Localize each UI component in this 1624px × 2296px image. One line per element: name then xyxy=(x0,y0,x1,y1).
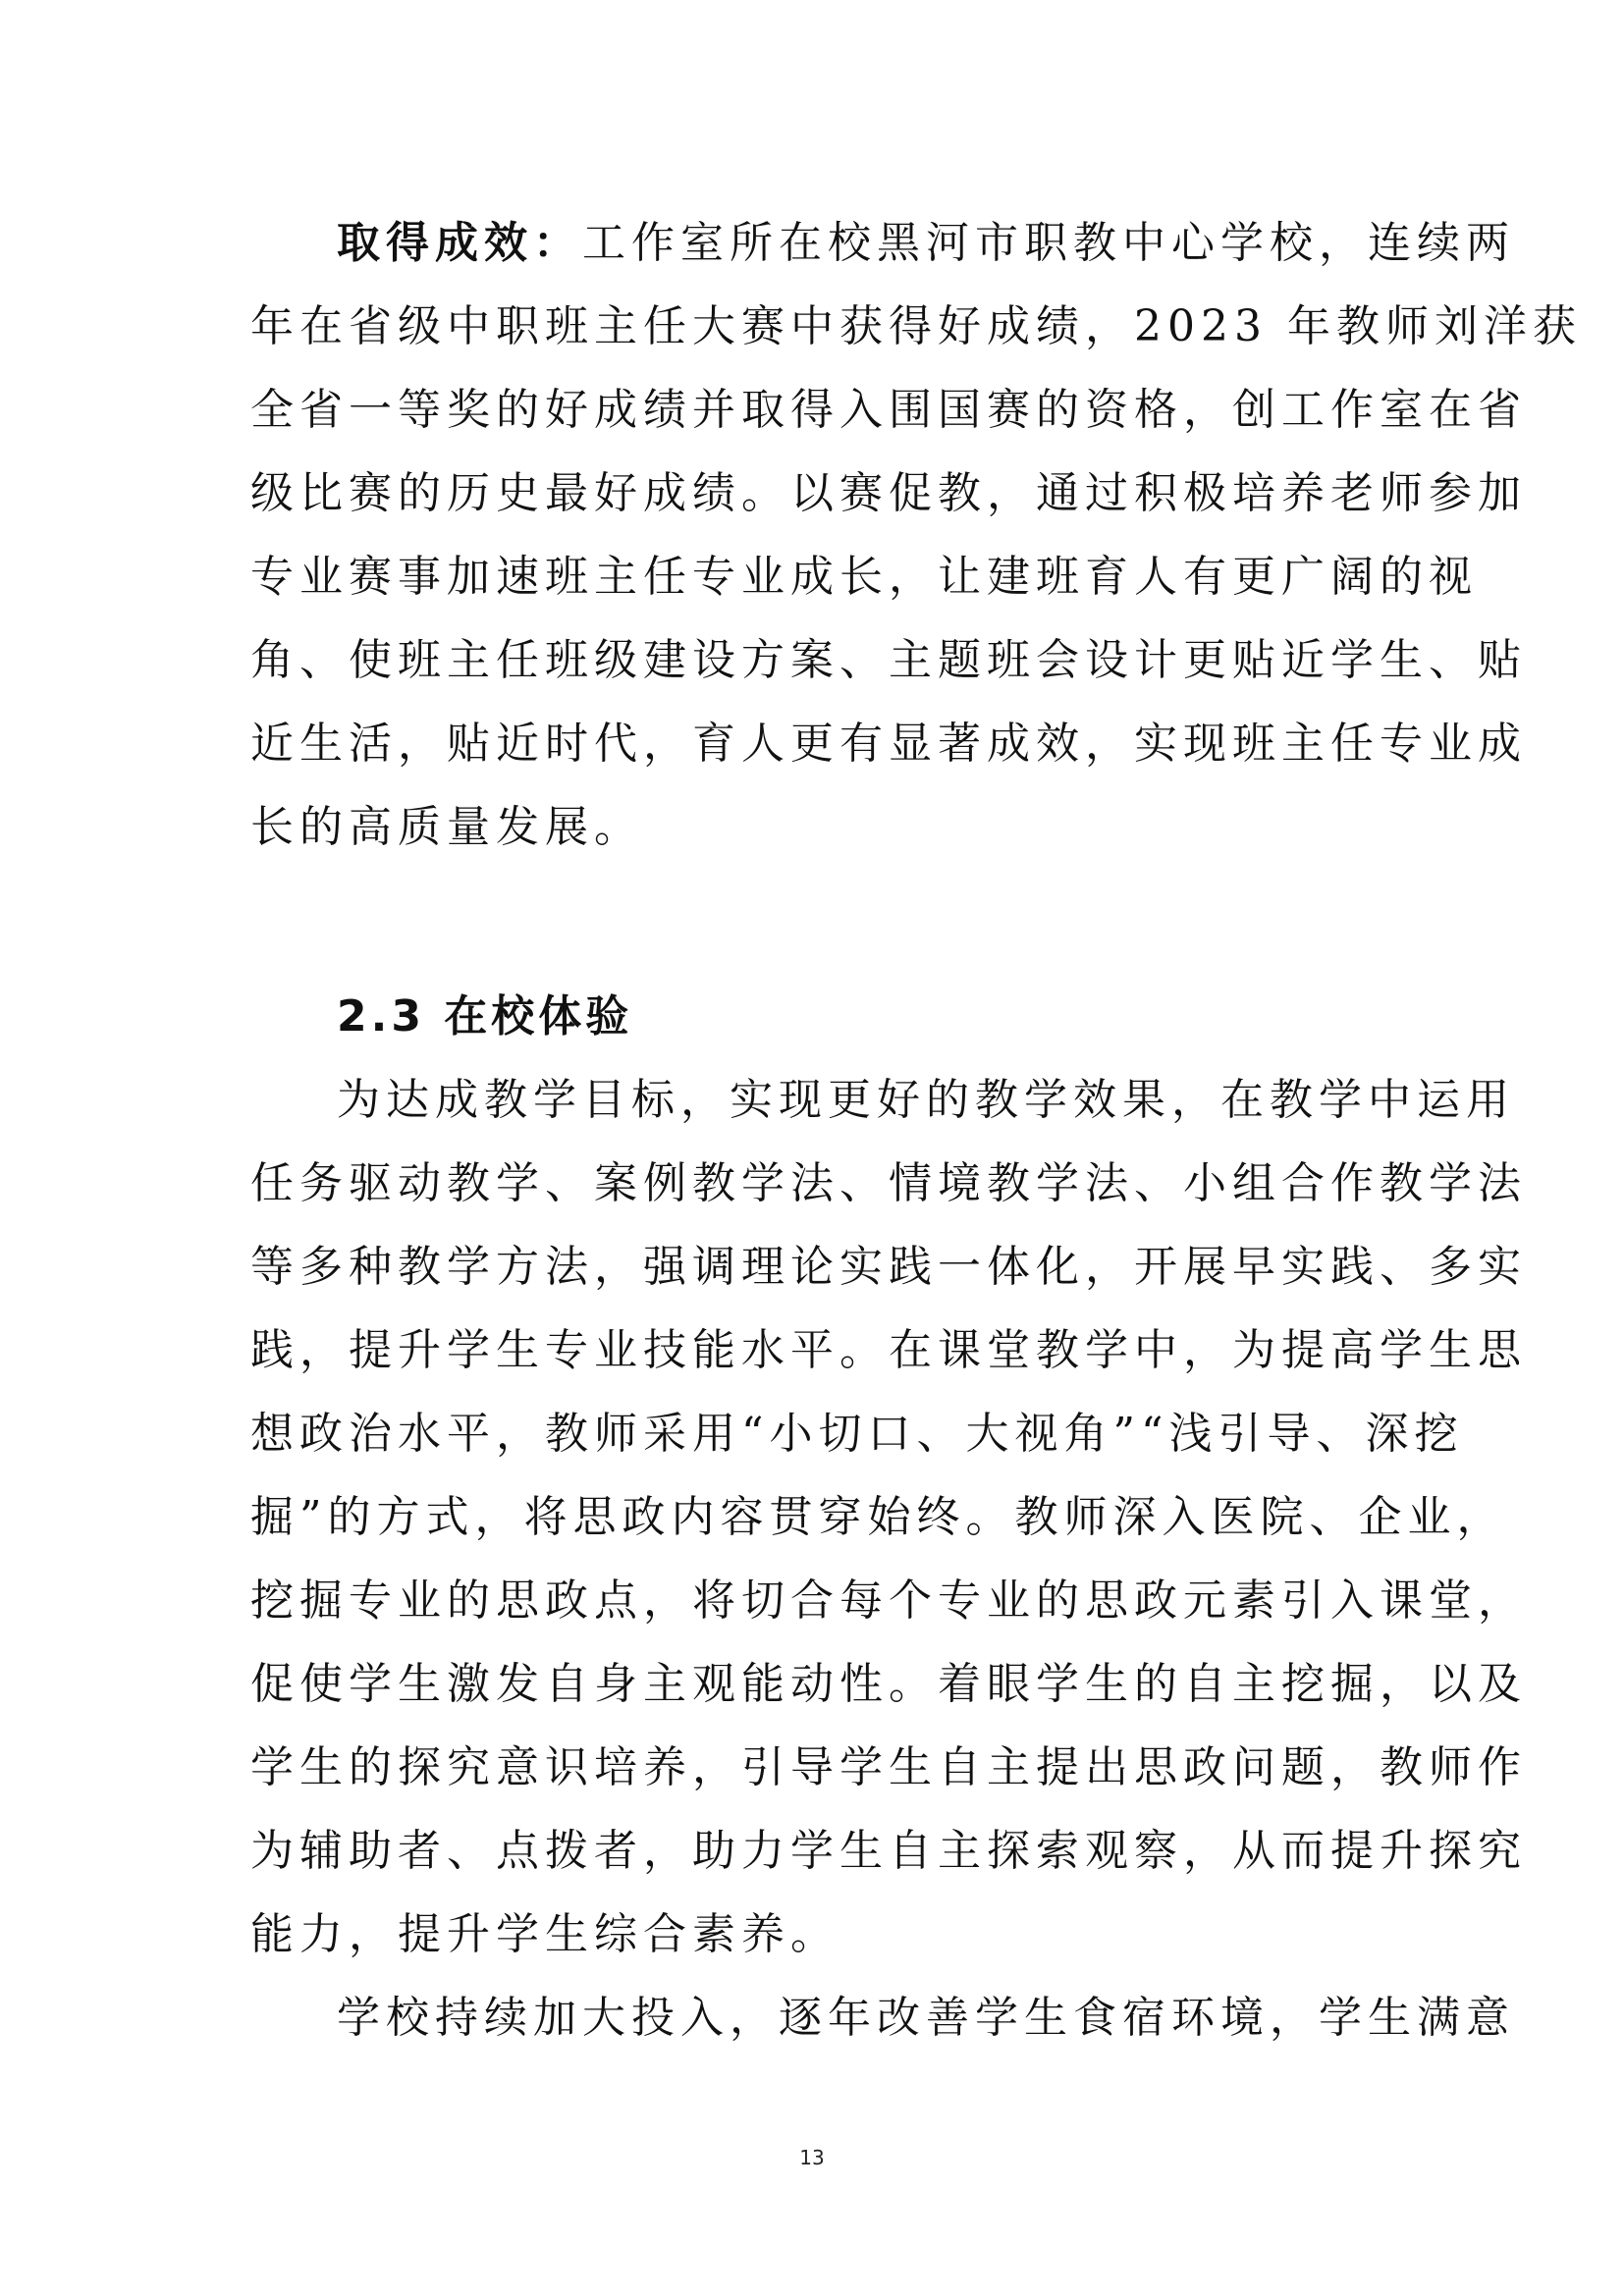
result-paragraph-line: 级比赛的历史最好成绩。以赛促教，通过积极培养老师参加 xyxy=(250,468,1527,518)
body-paragraph-line: 学校持续加大投入，逐年改善学生食宿环境，学生满意 xyxy=(337,1993,1515,2043)
body-paragraph-line: 能力，提升学生综合素养。 xyxy=(250,1909,839,1959)
body-paragraph-line: 任务驱动教学、案例教学法、情境教学法、小组合作教学法 xyxy=(250,1158,1527,1208)
result-paragraph-line: 近生活，贴近时代，育人更有显著成效，实现班主任专业成 xyxy=(250,719,1527,769)
body-paragraph-line: 等多种教学方法，强调理论实践一体化，开展早实践、多实 xyxy=(250,1242,1527,1292)
result-paragraph-line xyxy=(337,208,1515,279)
result-paragraph-line: 角、使班主任班级建设方案、主题班会设计更贴近学生、贴 xyxy=(250,635,1527,685)
result-line-text: 工作室所在校黑河市职教中心学校，连续两 xyxy=(582,218,1515,268)
body-paragraph-line: 践，提升学生专业技能水平。在课堂教学中，为提高学生思 xyxy=(250,1325,1527,1375)
body-paragraph-line: 为辅助者、点拨者，助力学生自主探索观察，从而提升探究 xyxy=(250,1826,1527,1876)
body-paragraph-line: 想政治水平，教师采用“小切口、大视角”“浅引导、深挖 xyxy=(250,1409,1464,1459)
result-paragraph-line: 专业赛事加速班主任专业成长，让建班育人有更广阔的视 xyxy=(250,552,1478,602)
body-paragraph-line: 掘”的方式，将思政内容贯穿始终。教师深入医院、企业， xyxy=(250,1492,1506,1542)
body-paragraph-line: 为达成教学目标，实现更好的教学效果，在教学中运用 xyxy=(337,1075,1515,1125)
body-paragraph-line: 学生的探究意识培养，引导学生自主提出思政问题，教师作 xyxy=(250,1742,1527,1792)
section-heading: 2.3 在校体验 xyxy=(337,991,633,1041)
body-paragraph-line: 促使学生激发自身主观能动性。着眼学生的自主挖掘，以及 xyxy=(250,1659,1527,1709)
body-paragraph-line: 挖掘专业的思政点，将切合每个专业的思政元素引入课堂， xyxy=(250,1575,1527,1626)
result-paragraph-line: 长的高质量发展。 xyxy=(250,802,643,852)
result-paragraph-line: 年在省级中职班主任大赛中获得好成绩，2023 年教师刘洋获 xyxy=(250,301,1582,351)
page-number: 13 xyxy=(799,2146,825,2169)
result-paragraph-line: 全省一等奖的好成绩并取得入围国赛的资格，创工作室在省 xyxy=(250,385,1527,435)
result-lead-label: 取得成效： xyxy=(337,218,582,268)
